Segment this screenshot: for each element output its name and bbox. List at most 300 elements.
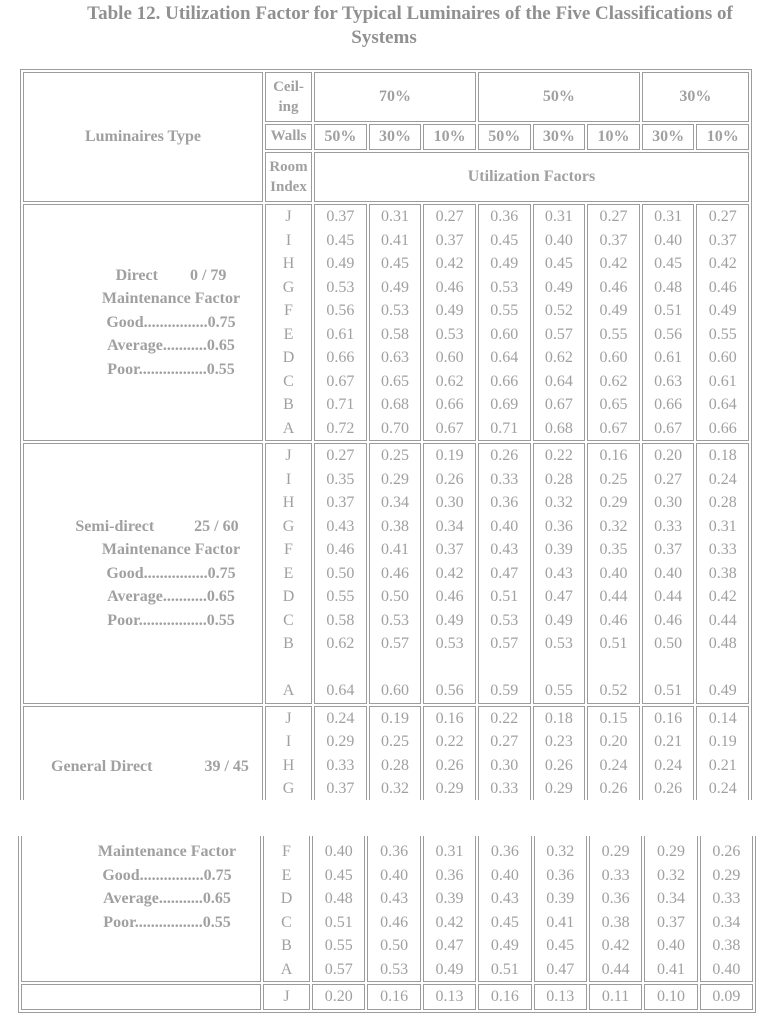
room-index-value: F — [282, 843, 291, 860]
utilization-factor-value: 0.61 — [326, 325, 355, 343]
utilization-factor-value: 0.53 — [380, 960, 409, 978]
block-next-first-row — [21, 984, 753, 1010]
room-index-value: H — [282, 756, 295, 774]
utilization-factor-value: 0.64 — [490, 349, 519, 366]
utilization-factor-value: 0.29 — [712, 866, 741, 884]
next-block-col-7: 0.10 — [644, 984, 697, 1010]
room-index-value: J — [285, 709, 292, 727]
room-index-value: G — [282, 278, 295, 296]
semi-direct-col-1 — [314, 443, 367, 704]
utilization-factor-value: 0.51 — [654, 682, 683, 699]
utilization-factor-value: 0.30 — [654, 494, 683, 511]
general-direct-col-6-continued — [589, 836, 642, 982]
utilization-factor-value: 0.31 — [380, 208, 409, 225]
semi-direct-col-4 — [478, 443, 531, 704]
utilization-factor-value: 0.45 — [654, 255, 683, 272]
utilization-factor-value: 0.49 — [544, 611, 573, 629]
utilization-table-continued — [19, 836, 755, 1012]
direct-label-cell — [23, 204, 263, 441]
utilization-factor-value: 0.53 — [544, 635, 573, 652]
utilization-factor-value: 0.63 — [654, 372, 683, 390]
utilization-factor-value: 0.25 — [380, 447, 409, 464]
utilization-factor-value: 0.67 — [326, 372, 355, 390]
utilization-factor-value: 0.49 — [490, 937, 519, 954]
utilization-factor-value: 0.26 — [544, 756, 573, 774]
walls-col-8: 10% — [696, 124, 749, 150]
utilization-factor-value: 0.47 — [490, 564, 519, 582]
utilization-factor-value: 0.36 — [380, 843, 409, 860]
spacer — [266, 656, 311, 680]
next-block-col-4: 0.16 — [478, 984, 531, 1010]
utilization-factor-value: 0.66 — [708, 419, 737, 437]
next-block-room-index: J — [263, 984, 310, 1010]
utilization-factor-value: 0.36 — [601, 890, 630, 907]
room-index-value: C — [283, 611, 294, 629]
utilization-factor-value: 0.26 — [435, 756, 464, 774]
utilization-factor-value: 0.49 — [490, 255, 519, 272]
utilization-factor-value: 0.60 — [435, 349, 464, 366]
utilization-factor-value: 0.40 — [544, 231, 573, 249]
room-index-value: C — [283, 372, 294, 390]
utilization-factor-value: 0.55 — [544, 682, 573, 699]
general-direct-col-4-continued — [478, 836, 531, 982]
utilization-factor-value: 0.28 — [708, 494, 737, 511]
general-direct-col-6 — [587, 706, 640, 802]
semi-direct-col-2 — [369, 443, 422, 704]
utilization-factor-value: 0.19 — [708, 733, 737, 750]
utilization-factor-value: 0.66 — [490, 372, 519, 390]
utilization-factor-value: 0.32 — [599, 517, 628, 535]
utilization-factor-value: 0.53 — [490, 611, 519, 629]
utilization-factor-value: 0.23 — [544, 733, 573, 750]
utilization-factor-value: 0.20 — [599, 733, 628, 750]
next-block-label-cell — [21, 984, 261, 1010]
general-direct-col-3 — [423, 706, 476, 802]
direct-col-1 — [314, 204, 367, 441]
utilization-factor-value: 0.43 — [490, 541, 519, 558]
utilization-factor-value: 0.36 — [544, 517, 573, 535]
utilization-factor-value: 0.46 — [435, 588, 464, 605]
table-continuation — [18, 836, 768, 1024]
utilization-factor-value: 0.46 — [435, 278, 464, 296]
general-direct-label-cell-continued — [21, 836, 261, 982]
utilization-factor-value: 0.47 — [544, 588, 573, 605]
utilization-factor-value: 0.55 — [324, 937, 353, 954]
utilization-factor-value: 0.26 — [654, 780, 683, 797]
utilization-factor-value: 0.49 — [544, 278, 573, 296]
walls-col-1: 50% — [314, 124, 367, 150]
room-index-value: B — [283, 635, 294, 652]
utilization-factor-value: 0.45 — [544, 255, 573, 272]
utilization-factor-value: 0.49 — [435, 611, 464, 629]
utilization-factor-value: 0.46 — [599, 611, 628, 629]
utilization-factor-value: 0.42 — [435, 255, 464, 272]
utilization-factor-value: 0.42 — [601, 937, 630, 954]
utilization-factor-value: 0.57 — [490, 635, 519, 652]
utilization-factor-value: 0.64 — [326, 682, 355, 699]
direct-col-5 — [533, 204, 586, 441]
utilization-factor-value: 0.31 — [435, 843, 464, 860]
utilization-factor-value: 0.40 — [490, 517, 519, 535]
utilization-factor-value: 0.27 — [490, 733, 519, 750]
semi-direct-name-line — [24, 515, 262, 539]
table-frame — [20, 69, 752, 811]
utilization-factor-value: 0.34 — [712, 913, 741, 931]
utilization-factor-value: 0.34 — [435, 517, 464, 535]
utilization-factor-value: 0.69 — [490, 396, 519, 413]
utilization-factor-value: 0.55 — [490, 302, 519, 319]
general-direct-average: Average...........0.65 — [103, 890, 231, 907]
table-title — [0, 2, 768, 50]
room-index-value: A — [280, 960, 293, 978]
block-semi-direct — [23, 443, 749, 704]
utilization-factor-value: 0.53 — [435, 325, 464, 343]
utilization-factor-value: 0.60 — [380, 682, 409, 699]
utilization-factor-value: 0.39 — [544, 541, 573, 558]
room-index-header: Room Index — [265, 152, 312, 202]
utilization-factor-value: 0.45 — [326, 231, 355, 249]
utilization-factor-value: 0.71 — [490, 419, 519, 437]
utilization-factor-value: 0.16 — [599, 447, 628, 464]
utilization-factor-value: 0.32 — [546, 843, 575, 860]
utilization-factor-value: 0.33 — [601, 866, 630, 884]
utilization-factor-value: 0.49 — [599, 302, 628, 319]
direct-poor: Poor.................0.55 — [107, 360, 235, 378]
utilization-factor-value: 0.42 — [708, 588, 737, 605]
utilization-factor-value: 0.36 — [490, 208, 519, 225]
utilization-factor-value: 0.50 — [380, 937, 409, 954]
utilization-factor-value: 0.66 — [654, 396, 683, 413]
general-direct-col-7 — [642, 706, 695, 802]
semi-direct-average: Average...........0.65 — [107, 588, 235, 605]
spacer — [643, 656, 694, 680]
utilization-factor-value: 0.41 — [656, 960, 685, 978]
utilization-factor-value: 0.36 — [490, 843, 519, 860]
utilization-factor-value: 0.32 — [380, 780, 409, 797]
utilization-factor-value: 0.56 — [435, 682, 464, 699]
general-direct-col-1 — [314, 706, 367, 802]
utilization-factor-value: 0.32 — [656, 866, 685, 884]
utilization-factor-value: 0.43 — [326, 517, 355, 535]
utilization-factor-value: 0.40 — [654, 564, 683, 582]
block-direct — [23, 204, 749, 441]
utilization-factor-value: 0.49 — [708, 302, 737, 319]
utilization-factor-value: 0.45 — [380, 255, 409, 272]
utilization-factor-value: 0.37 — [654, 541, 683, 558]
utilization-factor-value: 0.46 — [599, 278, 628, 296]
utilization-factor-value: 0.29 — [601, 843, 630, 860]
utilization-factor-value: 0.35 — [326, 470, 355, 488]
ceiling-header: Ceil- ing — [265, 72, 312, 122]
utilization-factor-value: 0.40 — [490, 866, 519, 884]
utilization-factor-value: 0.30 — [490, 756, 519, 774]
utilization-factor-value: 0.38 — [712, 937, 741, 954]
utilization-factor-value: 0.16 — [654, 709, 683, 727]
walls-col-2: 30% — [369, 124, 422, 150]
utilization-factor-value: 0.62 — [435, 372, 464, 390]
room-index-value: E — [281, 866, 292, 884]
utilization-factor-value: 0.56 — [326, 302, 355, 319]
room-index-value: E — [283, 564, 294, 582]
utilization-factor-value: 0.37 — [326, 494, 355, 511]
general-direct-col-2 — [369, 706, 422, 802]
general-direct-room-index — [265, 706, 312, 802]
utilization-factor-value: 0.46 — [326, 541, 355, 558]
semi-direct-col-6 — [587, 443, 640, 704]
room-index-value: I — [285, 733, 292, 750]
direct-col-3 — [423, 204, 476, 441]
utilization-factor-value: 0.50 — [654, 635, 683, 652]
utilization-factor-value: 0.58 — [380, 325, 409, 343]
general-direct-col-4 — [478, 706, 531, 802]
utilization-factor-value: 0.57 — [380, 635, 409, 652]
direct-col-8 — [696, 204, 749, 441]
utilization-factor-value: 0.55 — [599, 325, 628, 343]
utilization-factor-value: 0.52 — [599, 682, 628, 699]
utilization-factor-value: 0.45 — [490, 231, 519, 249]
utilization-factor-value: 0.28 — [544, 470, 573, 488]
general-direct-col-8 — [696, 706, 749, 802]
utilization-factor-value: 0.37 — [656, 913, 685, 931]
room-index-value: F — [284, 302, 293, 319]
utilization-factor-value: 0.61 — [654, 349, 683, 366]
room-index-value: D — [280, 890, 293, 907]
utilization-factor-value: 0.25 — [380, 733, 409, 750]
next-block-col-2: 0.16 — [367, 984, 420, 1010]
general-direct-col-1-continued — [312, 836, 365, 982]
utilization-factor-value: 0.60 — [599, 349, 628, 366]
general-direct-col-2-continued — [367, 836, 420, 982]
utilization-factor-value: 0.48 — [654, 278, 683, 296]
utilization-factor-value: 0.57 — [544, 325, 573, 343]
semi-direct-col-7 — [642, 443, 695, 704]
utilization-factor-value: 0.43 — [544, 564, 573, 582]
utilization-factor-value: 0.49 — [435, 302, 464, 319]
utilization-factor-value: 0.53 — [380, 611, 409, 629]
walls-col-7: 30% — [642, 124, 695, 150]
walls-col-6: 10% — [587, 124, 640, 150]
utilization-factor-value: 0.52 — [544, 302, 573, 319]
utilization-factor-value: 0.44 — [601, 960, 630, 978]
utilization-factor-value: 0.67 — [544, 396, 573, 413]
utilization-table — [21, 70, 751, 804]
direct-name-line — [24, 264, 262, 288]
spacer — [370, 656, 421, 680]
utilization-factor-value: 0.53 — [435, 635, 464, 652]
direct-col-7 — [642, 204, 695, 441]
utilization-factor-value: 0.29 — [599, 494, 628, 511]
room-index-value: F — [284, 541, 293, 558]
direct-ratio: 0 / 79 — [189, 266, 227, 284]
utilization-factor-value: 0.67 — [654, 419, 683, 437]
utilization-factor-value: 0.49 — [380, 278, 409, 296]
utilization-factor-value: 0.55 — [708, 325, 737, 343]
utilization-factor-value: 0.49 — [326, 255, 355, 272]
utilization-factor-value: 0.40 — [380, 866, 409, 884]
semi-direct-maintenance-factor: Maintenance Factor — [101, 541, 241, 558]
next-block-col-8: 0.09 — [700, 984, 753, 1010]
general-direct-poor: Poor.................0.55 — [103, 913, 231, 931]
utilization-factor-value: 0.38 — [380, 517, 409, 535]
utilization-factor-value: 0.67 — [435, 419, 464, 437]
room-index-value: G — [282, 517, 295, 535]
utilization-factor-value: 0.36 — [546, 866, 575, 884]
utilization-factor-value: 0.31 — [708, 517, 737, 535]
utilization-factor-value: 0.38 — [708, 564, 737, 582]
utilization-factor-value: 0.36 — [435, 866, 464, 884]
utilization-factor-value: 0.62 — [544, 349, 573, 366]
room-index-value: A — [282, 419, 295, 437]
utilization-factors-header: Utilization Factors — [314, 152, 749, 202]
utilization-factor-value: 0.34 — [380, 494, 409, 511]
room-index-value: C — [281, 913, 292, 931]
utilization-factor-value: 0.44 — [599, 588, 628, 605]
utilization-factor-value: 0.29 — [326, 733, 355, 750]
direct-maintenance-factor: Maintenance Factor — [101, 290, 241, 308]
room-index-value: E — [283, 325, 294, 343]
table-title-line2: Systems — [351, 27, 417, 48]
general-direct-good: Good................0.75 — [102, 866, 232, 884]
semi-direct-poor: Poor.................0.55 — [107, 611, 235, 629]
utilization-factor-value: 0.25 — [599, 470, 628, 488]
utilization-factor-value: 0.33 — [326, 756, 355, 774]
utilization-factor-value: 0.63 — [380, 349, 409, 366]
utilization-factor-value: 0.71 — [326, 396, 355, 413]
utilization-factor-value: 0.37 — [435, 541, 464, 558]
utilization-factor-value: 0.62 — [599, 372, 628, 390]
utilization-factor-value: 0.19 — [380, 709, 409, 727]
utilization-factor-value: 0.72 — [326, 419, 355, 437]
general-direct-col-5 — [533, 706, 586, 802]
next-block-col-6: 0.11 — [589, 984, 642, 1010]
room-index-value: J — [285, 208, 292, 225]
utilization-factor-value: 0.44 — [654, 588, 683, 605]
utilization-factor-value: 0.43 — [490, 890, 519, 907]
utilization-factor-value: 0.37 — [599, 231, 628, 249]
utilization-factor-value: 0.27 — [435, 208, 464, 225]
utilization-factor-value: 0.33 — [712, 890, 741, 907]
walls-col-3: 10% — [423, 124, 476, 150]
block-general-direct-continued — [21, 836, 753, 982]
utilization-factor-value: 0.42 — [599, 255, 628, 272]
utilization-factor-value: 0.18 — [708, 447, 737, 464]
general-direct-label-cell — [23, 706, 263, 802]
utilization-factor-value: 0.33 — [490, 470, 519, 488]
general-direct-ratio: 39 / 45 — [204, 757, 249, 775]
utilization-factor-value: 0.37 — [326, 208, 355, 225]
utilization-factor-value: 0.28 — [380, 756, 409, 774]
utilization-factor-value: 0.53 — [326, 278, 355, 296]
utilization-factor-value: 0.53 — [490, 278, 519, 296]
utilization-factor-value: 0.16 — [435, 709, 464, 727]
utilization-factor-value: 0.40 — [712, 960, 741, 978]
utilization-factor-value: 0.60 — [490, 325, 519, 343]
general-direct-name: General Direct — [51, 757, 153, 775]
utilization-factor-value: 0.60 — [708, 349, 737, 366]
utilization-factor-value: 0.40 — [599, 564, 628, 582]
direct-col-6 — [587, 204, 640, 441]
utilization-factor-value: 0.48 — [708, 635, 737, 652]
utilization-factor-value: 0.37 — [708, 231, 737, 249]
utilization-factor-value: 0.67 — [599, 419, 628, 437]
utilization-factor-value: 0.66 — [326, 349, 355, 366]
utilization-factor-value: 0.21 — [654, 733, 683, 750]
block-general-direct — [23, 706, 749, 802]
utilization-factor-value: 0.33 — [708, 541, 737, 558]
utilization-factor-value: 0.45 — [324, 866, 353, 884]
room-index-value: D — [282, 349, 295, 366]
utilization-factor-value: 0.44 — [708, 611, 737, 629]
utilization-factor-value: 0.45 — [490, 913, 519, 931]
general-direct-col-8-continued — [700, 836, 753, 982]
utilization-factor-value: 0.31 — [544, 208, 573, 225]
utilization-factor-value: 0.24 — [708, 780, 737, 797]
room-index-value: I — [285, 470, 292, 488]
utilization-factor-value: 0.64 — [708, 396, 737, 413]
utilization-factor-value: 0.32 — [544, 494, 573, 511]
utilization-factor-value: 0.36 — [490, 494, 519, 511]
semi-direct-name: Semi-direct — [75, 517, 155, 535]
utilization-factor-value: 0.35 — [599, 541, 628, 558]
utilization-factor-value: 0.50 — [326, 564, 355, 582]
utilization-factor-value: 0.68 — [544, 419, 573, 437]
luminaires-type-header: Luminaires Type — [23, 72, 263, 202]
utilization-factor-value: 0.48 — [324, 890, 353, 907]
spacer — [697, 656, 748, 680]
utilization-factor-value: 0.19 — [435, 447, 464, 464]
utilization-factor-value: 0.42 — [435, 564, 464, 582]
utilization-factor-value: 0.40 — [654, 231, 683, 249]
utilization-factor-value: 0.65 — [380, 372, 409, 390]
utilization-factor-value: 0.24 — [654, 756, 683, 774]
utilization-factor-value: 0.24 — [599, 756, 628, 774]
room-index-value: J — [285, 447, 292, 464]
general-direct-room-index-continued — [263, 836, 310, 982]
utilization-factor-value: 0.37 — [435, 231, 464, 249]
semi-direct-col-8 — [696, 443, 749, 704]
utilization-factor-value: 0.40 — [324, 843, 353, 860]
utilization-factor-value: 0.51 — [490, 960, 519, 978]
utilization-factor-value: 0.33 — [490, 780, 519, 797]
room-index-value: D — [282, 588, 295, 605]
walls-col-5: 30% — [533, 124, 586, 150]
utilization-factor-value: 0.46 — [380, 913, 409, 931]
utilization-factor-value: 0.47 — [435, 937, 464, 954]
utilization-factor-value: 0.31 — [654, 208, 683, 225]
utilization-factor-value: 0.29 — [380, 470, 409, 488]
table-title-line1: Table 12. Utilization Factor for Typical Luminaires of the Five Classifications of — [87, 3, 733, 24]
utilization-factor-value: 0.51 — [324, 913, 353, 931]
utilization-factor-value: 0.49 — [435, 960, 464, 978]
utilization-factor-value: 0.33 — [654, 517, 683, 535]
utilization-factor-value: 0.29 — [544, 780, 573, 797]
direct-col-4 — [478, 204, 531, 441]
general-direct-maintenance-factor: Maintenance Factor — [97, 843, 237, 860]
room-index-value: A — [282, 682, 295, 699]
spacer — [588, 656, 639, 680]
utilization-factor-value: 0.27 — [654, 470, 683, 488]
utilization-factor-value: 0.39 — [546, 890, 575, 907]
spacer — [479, 656, 530, 680]
spacer — [534, 656, 585, 680]
utilization-factor-value: 0.42 — [708, 255, 737, 272]
utilization-factor-value: 0.29 — [435, 780, 464, 797]
utilization-factor-value: 0.51 — [654, 302, 683, 319]
ceiling-70-header: 70% — [314, 72, 476, 122]
utilization-factor-value: 0.24 — [708, 470, 737, 488]
utilization-factor-value: 0.64 — [544, 372, 573, 390]
utilization-factor-value: 0.22 — [435, 733, 464, 750]
